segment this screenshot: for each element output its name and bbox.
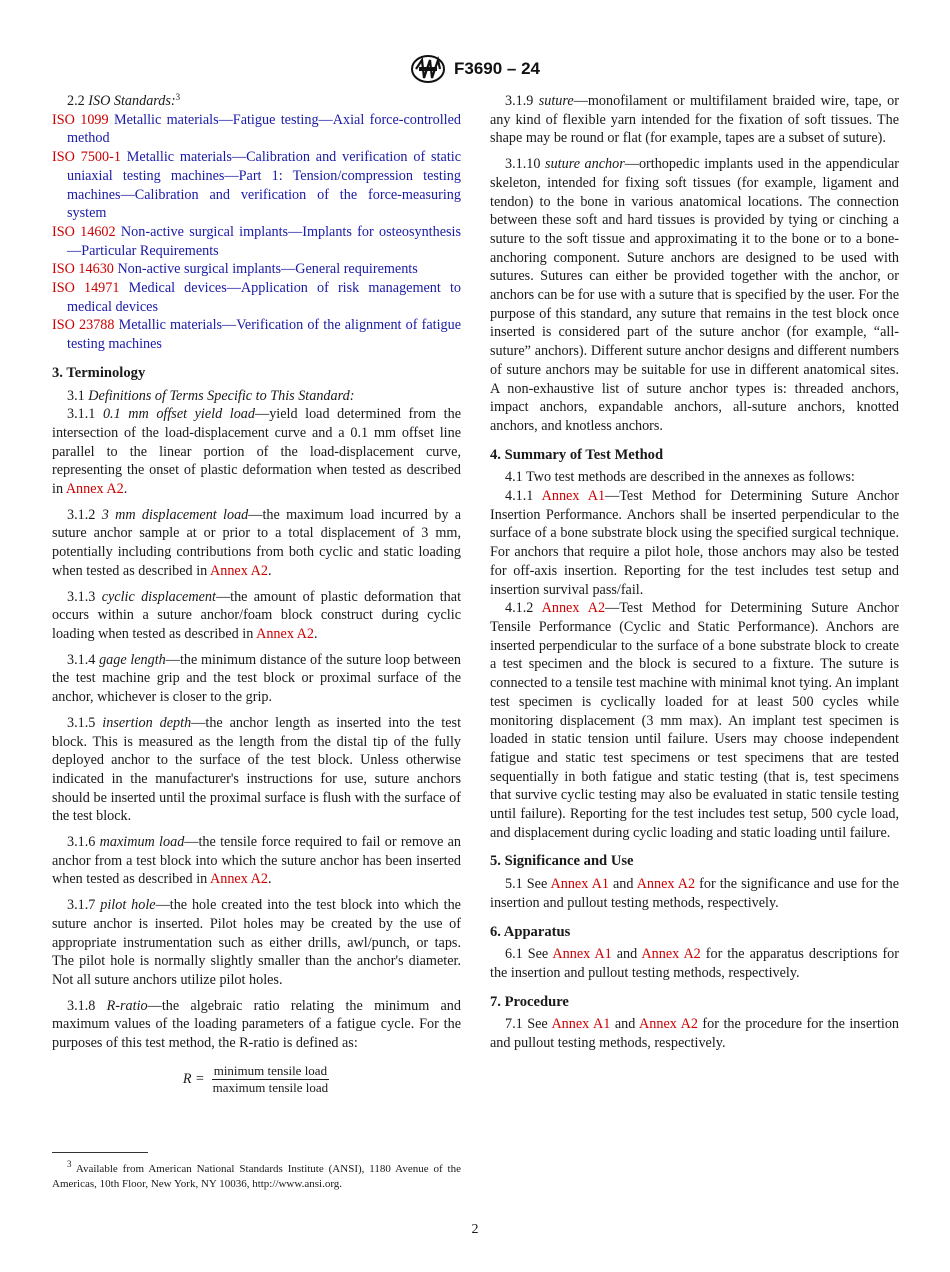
reference-iso-1099[interactable]: ISO 1099 Metallic materials—Fatigue testing—Axial force-controlled method xyxy=(52,111,462,147)
annex-a2-link[interactable]: Annex A2 xyxy=(65,481,124,498)
right-column xyxy=(490,92,899,1053)
footnote-3: $^3$ Available from American National Standards Institute (ANSI), 1180 Avenue of the Americas, 10th Floor, New York, NY 10036, http://www.ansi.org. xyxy=(52,1159,461,1190)
para-3-1: 3.1 Definitions of Terms Specific to This Standard: xyxy=(67,387,355,404)
annex-a2-link[interactable]: Annex A2 xyxy=(210,871,268,888)
para-3-1-3: 3.1.3 cyclic displacement—the amount of plastic deformation that occurs within a suture anchor/foam block construct during cyclic loading when tested as described in Annex A2. xyxy=(52,588,462,642)
section-3-title: 3. Terminology xyxy=(52,364,146,381)
para-3-1-9: 3.1.9 suture—monofilament or multifilament braided wire, tape, or any kind of flexible yarn intended for the fixation of soft tissues. The shape may be round or flat (for example, tapes are a subset of suture). xyxy=(490,93,900,147)
para-5-1: 5.1 See Annex A1 and Annex A2 for the significance and use for the insertion and pullout testing methods, respectively. xyxy=(490,876,899,911)
para-3-1-7: 3.1.7 pilot hole—the hole created into the test block into which the suture anchor is inserted. Pilot holes may be created by the use of appropriate instrumentation such as either drills, awl/punch, or taps. The pilot hole is normally slightly smaller than the anchor's diameter. Not all suture anchors utilize pilot holes. xyxy=(52,897,461,988)
page-header xyxy=(0,54,950,84)
para-3-1-8: 3.1.8 R-ratio—the algebraic ratio relating the minimum and maximum values of the loading parameters of a fatigue cycle. For the purposes of this test method, the R-ratio is defined as: xyxy=(52,997,461,1052)
para-3-1-4: 3.1.4 gage length—the minimum distance of the suture loop between the test machine grip and the test block or proximal surface of the anchor, whichever is closer to the grip. xyxy=(52,651,462,706)
astm-logo-icon xyxy=(410,54,446,84)
standard-designation: F3690 – 24 xyxy=(453,59,540,78)
para-3-1-5: 3.1.5 insertion depth—the anchor length as inserted into the test block. This is measured as the length from the distal tip of the fully deployed anchor to the surface of the test block. Unless otherwise indicated in the manufacturer's instructions for use, suture anchors should be inserted until the proximal surface is flush with the surface of the test block. xyxy=(52,714,462,825)
annex-a2-link[interactable]: Annex A2 xyxy=(210,562,268,579)
para-3-1-1: 3.1.1 0.1 mm offset yield load—yield load determined from the intersection of the load-displacement curve and a 0.1 mm offset line parallel to the linear portion of the load-displacement curve, representing the onset of plastic deformation when tested as described in Annex A2. xyxy=(52,406,461,498)
reference-iso-7500-1[interactable]: ISO 7500-1 Metallic materials—Calibration and verification of static uniaxial testing machines—Part 1: Tension/compression testing machines—Calibration and verification of the force-measuring system xyxy=(52,149,461,222)
r-ratio-formula: R = $\frac{\text{minimum tensile load}}{\text{maximum tensile load}}$ xyxy=(182,1062,329,1095)
annex-a2-link[interactable]: Annex A2 xyxy=(541,600,606,617)
reference-iso-23788[interactable]: ISO 23788 Metallic materials—Verification of the alignment of fatigue testing machines xyxy=(52,317,461,353)
para-6-1: 6.1 See Annex A1 and Annex A2 for the apparatus descriptions for the insertion and pullout testing methods, respectively. xyxy=(490,946,900,981)
para-3-1-10: 3.1.10 suture anchor—orthopedic implants used in the appendicular skeleton, intended for fixing soft tissues (for example, ligament and tendon) to the bone in various anatomical locations. The connection between these soft and hard tissues is provided by tying or cinching a suture to the soft tissue and approximating it to the bone or to a bone-anchoring component. Suture anchors are designed to be used with sutures. Sutures can either be provided together with the anchor, or anchors can be for use with a suture that is specified by the user. For the purpose of this standard, any suture that remains in the test block once inserted is considered part of the suture anchor (for example, “all-suture” anchors). Different suture anchor designs and different numbers of suture anchors may be suitable for use in different anatomical sites. A non-exhaustive list of suture anchor types is: threaded anchors, impact anchors, expandable anchors, all-suture anchors, knotted anchors, and knotless anchors. xyxy=(490,156,899,434)
iso-standards-heading: 2.2 ISO Standards:$^3$ xyxy=(67,92,181,109)
para-4-1-2: 4.1.2 Annex A2—Test Method for Determining Suture Anchor Tensile Performance (Cyclic and Static Performance). Anchors are inserted perpendicular to the surface of a bone substrate block to create a test specimen and the block is secured to a fixture. The suture is connected to a tensile test machine with minimal knot tying. An implant test specimen is cyclically loaded for at least 500 cycles while monitoring displacement (3 mm max). An implant test specimen is loaded in static tension until failure. Users may choose independent fatigue and static test specimens or test specimens that are tested sequentially in both fatigue and static testing (that is, test specimens that survive cyclic testing may also be evaluated in static tensile testing until failure). Reporting for the test includes test setup, 500 cycle load, and displacement during cyclic loading and static loading until failure. xyxy=(490,600,899,841)
para-3-1-2: 3.1.2 3 mm displacement load—the maximum load incurred by a suture anchor sample at or prior to a total displacement of 3 mm, potentially including contributions from both cyclic and static loading when tested as described in Annex A2. xyxy=(52,506,462,579)
section-7-title: 7. Procedure xyxy=(490,993,569,1010)
para-3-1-6: 3.1.6 maximum load—the tensile force required to fail or remove an anchor from a test block into which the suture anchor has been inserted when tested as described in Annex A2. xyxy=(52,834,462,888)
reference-iso-14630[interactable]: ISO 14630 Non-active surgical implants—General requirements xyxy=(52,261,418,278)
annex-a2-link[interactable]: Annex A2 xyxy=(639,1016,698,1033)
annex-a2-link[interactable]: Annex A2 xyxy=(256,625,315,642)
left-column xyxy=(52,92,461,1096)
para-4-1-1: 4.1.1 Annex A1—Test Method for Determining Suture Anchor Insertion Performance. Anchors shall be inserted perpendicular to the surface of a bone substrate block using the specified surgical technique. For anchors that require a pilot hole, those anchors may also be tested for off-axis insertion. Reporting for the test includes test setup and insertion survival pass/fail. xyxy=(490,488,899,598)
section-5-title: 5. Significance and Use xyxy=(490,853,634,870)
para-7-1: 7.1 See Annex A1 and Annex A2 for the procedure for the insertion and pullout testing methods, respectively. xyxy=(490,1016,900,1052)
reference-iso-14602[interactable]: ISO 14602 Non-active surgical implants—Implants for osteosynthesis—Particular Requirements xyxy=(52,223,461,259)
section-6-title: 6. Apparatus xyxy=(490,923,571,940)
page-number: 2 xyxy=(471,1222,479,1237)
reference-iso-14971[interactable]: ISO 14971 Medical devices—Application of risk management to medical devices xyxy=(52,280,461,315)
annex-a2-link[interactable]: Annex A2 xyxy=(636,876,696,893)
section-4-title: 4. Summary of Test Method xyxy=(490,446,664,463)
footnote-divider xyxy=(52,1152,148,1153)
para-4-1: 4.1 Two test methods are described in the annexes as follows: xyxy=(505,469,855,486)
annex-a2-link[interactable]: Annex A2 xyxy=(641,946,701,963)
annex-a1-link[interactable]: Annex A1 xyxy=(551,1016,611,1033)
annex-a1-link[interactable]: Annex A1 xyxy=(552,946,612,963)
annex-a1-link[interactable]: Annex A1 xyxy=(550,876,609,893)
annex-a1-link[interactable]: Annex A1 xyxy=(541,488,606,505)
